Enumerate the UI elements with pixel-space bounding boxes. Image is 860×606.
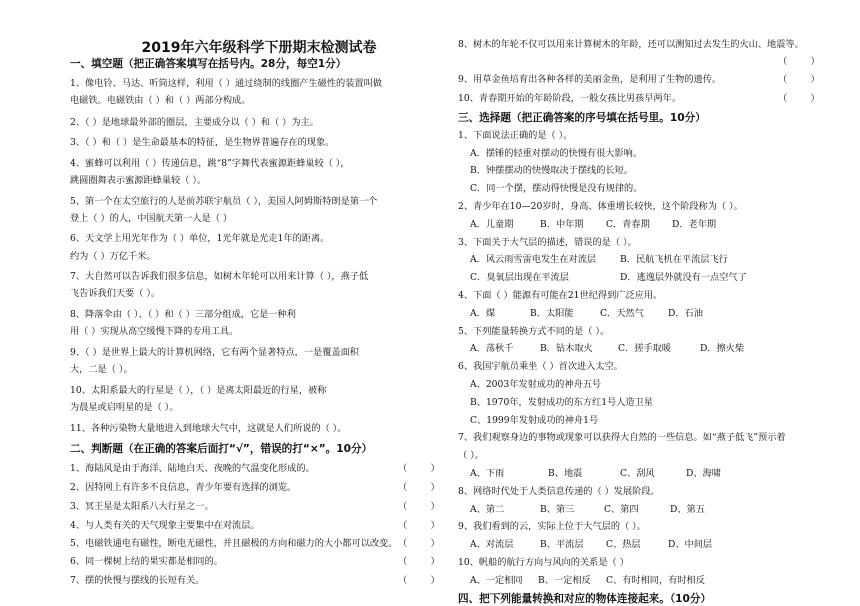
fill-line: 7、大自然可以告诉我们很多信息，如树木年轮可以用来计算（ ），燕子低 xyxy=(70,271,369,282)
choice-option[interactable]: D、海啸 xyxy=(686,468,721,479)
fill-line: 4、蜜蜂可以利用（ ）传递信息，跳“8”字舞代表蜜源距蜂巢较（ ）， xyxy=(70,158,350,169)
choice-option[interactable]: C．臭氧层出现在平流层 xyxy=(470,272,569,283)
judge-item: 8、树木的年轮不仅可以用来计算树木的年龄，还可以测知过去发生的火山、地震等。 xyxy=(458,39,804,50)
choice-option[interactable]: B．钻木取火 xyxy=(540,343,593,354)
judge-item: 2、因特网上有许多不良信息，青少年要有选择的浏览。 xyxy=(70,482,297,493)
section-fill-heading: 一、填空题（把正确答案填写在括号内。28分，每空1分） xyxy=(70,58,347,70)
answer-paren[interactable]: （ ） xyxy=(398,538,440,549)
answer-paren[interactable]: （ ） xyxy=(398,520,440,531)
fill-line: 1、像电铃、马达、听筒这样，利用（ ）通过绕制的线圈产生磁性的装置叫做 xyxy=(70,78,382,89)
section-match-heading: 四、把下列能量转换和对应的物体连接起来。（10分） xyxy=(458,593,712,605)
choice-question: 8、网络时代处于人类信息传递的（ ）发展阶段。 xyxy=(458,486,660,497)
section-choice-heading: 三、选择题（把正确答案的序号填在括号里。10分） xyxy=(458,112,706,124)
fill-line: 电磁铁。电磁铁由（ ）和（ ）两部分构成。 xyxy=(70,95,251,106)
judge-item: 3、冥王星是太阳系八大行星之一。 xyxy=(70,501,214,512)
fill-line: 6、天文学上用光年作为（ ）单位，1光年就是光走1年的距离。 xyxy=(70,233,330,244)
choice-question: 1、下面说法正确的是（ ）。 xyxy=(458,130,573,141)
choice-question: 10、帆船的航行方向与风向的关系是（ ） xyxy=(458,557,629,568)
choice-option[interactable]: C．天然气 xyxy=(600,308,644,319)
choice-option[interactable]: D．擦火柴 xyxy=(700,343,745,354)
fill-line: 为晨星或启明星的是（ ）。 xyxy=(70,402,179,413)
choice-question: 4、下面（ ）能源有可能在21世纪得到广泛应用。 xyxy=(458,290,663,301)
choice-question: 6、我国宇航员乘坐（ ）首次进入太空。 xyxy=(458,361,623,372)
fill-line: 约为（ ）万亿千米。 xyxy=(70,251,156,262)
choice-option[interactable]: A、下雨 xyxy=(470,468,505,479)
fill-line: 5、第一个在太空旅行的人是前苏联宇航员（ ），美国人阿姆斯特朗是第一个 xyxy=(70,196,378,207)
choice-option[interactable]: B、地震 xyxy=(548,468,583,479)
choice-option[interactable]: A、一定相同 xyxy=(470,575,523,586)
choice-option[interactable]: B．太阳能 xyxy=(530,308,574,319)
choice-option[interactable]: B、1970年，发射成功的东方红1号人造卫星 xyxy=(470,397,653,408)
judge-item: 7、摆的快慢与摆线的长短有关。 xyxy=(70,575,205,586)
choice-option[interactable]: B、平流层 xyxy=(540,539,584,550)
choice-option[interactable]: A．风云雨雪雷电发生在对流层 xyxy=(470,254,597,265)
choice-option[interactable]: A、2003年发射成功的神舟五号 xyxy=(470,379,602,390)
fill-line: 用（ ）实现从高空缓慢下降的专用工具。 xyxy=(70,326,239,337)
choice-question: （ ）。 xyxy=(458,450,484,461)
choice-option[interactable]: A．摆锤的轻重对摆动的快慢有很大影响。 xyxy=(470,148,643,159)
fill-line: 飞告诉我们天要（ ）。 xyxy=(70,288,161,299)
choice-option[interactable]: B．钟摆摆动的快慢取决于摆线的长短。 xyxy=(470,165,633,176)
answer-paren[interactable]: （ ） xyxy=(778,93,820,104)
judge-item: 4、与人类有关的天气现象主要集中在对流层。 xyxy=(70,520,260,531)
choice-option[interactable]: D．逃逸层外就没有一点空气了 xyxy=(620,272,747,283)
choice-option[interactable]: D、中间层 xyxy=(668,539,713,550)
choice-option[interactable]: C、刮风 xyxy=(620,468,655,479)
exam-title: 2019年六年级科学下册期末检测试卷 xyxy=(141,40,377,56)
answer-paren[interactable]: （ ） xyxy=(778,74,820,85)
choice-option[interactable]: A．煤 xyxy=(470,308,496,319)
choice-option[interactable]: C、有时相同，有时相反 xyxy=(606,575,705,586)
choice-option[interactable]: C、第四 xyxy=(604,504,639,515)
section-judge-heading: 二、判断题（在正确的答案后面打“√”，错误的打“×”。10分） xyxy=(70,443,373,455)
judge-item: 5、电磁铁通电有磁性，断电无磁性，并且磁极的方向和磁力的大小都可以改变。 xyxy=(70,538,398,549)
choice-question: 3、下面关于大气层的描述，错误的是（ ）。 xyxy=(458,237,637,248)
fill-line: 跳圆圈舞表示蜜源距蜂巢较（ ）。 xyxy=(70,175,207,186)
choice-option[interactable]: A、第二 xyxy=(470,504,505,515)
fill-line: 10、太阳系最大的行星是（ ），（ ）是离太阳最近的行星，被称 xyxy=(70,385,327,396)
judge-item: 9、用草金鱼培育出各种各样的美丽金鱼，是利用了生物的遗传。 xyxy=(458,74,722,85)
answer-paren[interactable]: （ ） xyxy=(398,482,440,493)
fill-line: 大，二是（ ）。 xyxy=(70,364,133,375)
choice-question: 5、下列能量转换方式不同的是（ ）。 xyxy=(458,326,610,337)
judge-item: 10、青春期开始的年龄阶段，一般女孩比男孩早两年。 xyxy=(458,93,682,104)
choice-option[interactable]: D．石油 xyxy=(668,308,703,319)
fill-line: 11、各种污染物大量地进入到地球大气中，这就是人们所说的（ ）。 xyxy=(70,423,347,434)
choice-option[interactable]: A、对流层 xyxy=(470,539,514,550)
fill-line: 3、（ ）和（ ）是生命最基本的特征，是生物界普遍存在的现象。 xyxy=(70,137,335,148)
choice-option[interactable]: D、第五 xyxy=(670,504,705,515)
choice-option[interactable]: C．青春期 xyxy=(606,219,650,230)
fill-line: 2、（ ）是地球最外部的圈层，主要成分以（ ）和（ ）为主。 xyxy=(70,117,319,128)
answer-paren[interactable]: （ ） xyxy=(398,575,440,586)
choice-option[interactable]: A．儿童期 xyxy=(470,219,514,230)
choice-option[interactable]: C、1999年发射成功的神舟1号 xyxy=(470,415,599,426)
choice-option[interactable]: C、热层 xyxy=(606,539,641,550)
choice-option[interactable]: C．同一个摆，摆动得快慢是没有规律的。 xyxy=(470,183,643,194)
choice-option[interactable]: A．荡秋千 xyxy=(470,343,514,354)
answer-paren[interactable]: （ ） xyxy=(398,463,440,474)
answer-paren[interactable]: （ ） xyxy=(398,556,440,567)
choice-option[interactable]: D．老年期 xyxy=(672,219,717,230)
choice-option[interactable]: B．中年期 xyxy=(540,219,584,230)
choice-option[interactable]: B、一定相反 xyxy=(538,575,591,586)
choice-question: 7、我们观察身边的事物或现象可以获得大自然的一些信息。如“燕子低飞”预示着 xyxy=(458,432,786,443)
judge-item: 1、海陆风是由于海洋、陆地白天、夜晚的气温变化形成的。 xyxy=(70,463,315,474)
answer-paren[interactable]: （ ） xyxy=(398,501,440,512)
fill-line: 9、（ ）是世界上最大的计算机网络，它有两个显著特点，一是覆盖面积 xyxy=(70,347,359,358)
choice-option[interactable]: B、第三 xyxy=(540,504,575,515)
choice-option[interactable]: B．民航飞机在平流层飞行 xyxy=(620,254,728,265)
fill-line: 8、降落伞由（ ）、（ ）和（ ）三部分组成，它是一种利 xyxy=(70,309,296,320)
fill-line: 登上（ ）的人，中国航天第一人是（ ） xyxy=(70,213,233,224)
choice-option[interactable]: C．搓手取暖 xyxy=(618,343,671,354)
choice-question: 2、青少年在10—20岁时，身高、体重增长较快，这个阶段称为（ ）。 xyxy=(458,201,743,212)
answer-paren[interactable]: （ ） xyxy=(778,56,820,67)
judge-item: 6、同一棵树上结的果实都是相同的。 xyxy=(70,556,223,567)
choice-question: 9、我们看到的云，实际上位于大气层的（ ）。 xyxy=(458,521,646,532)
